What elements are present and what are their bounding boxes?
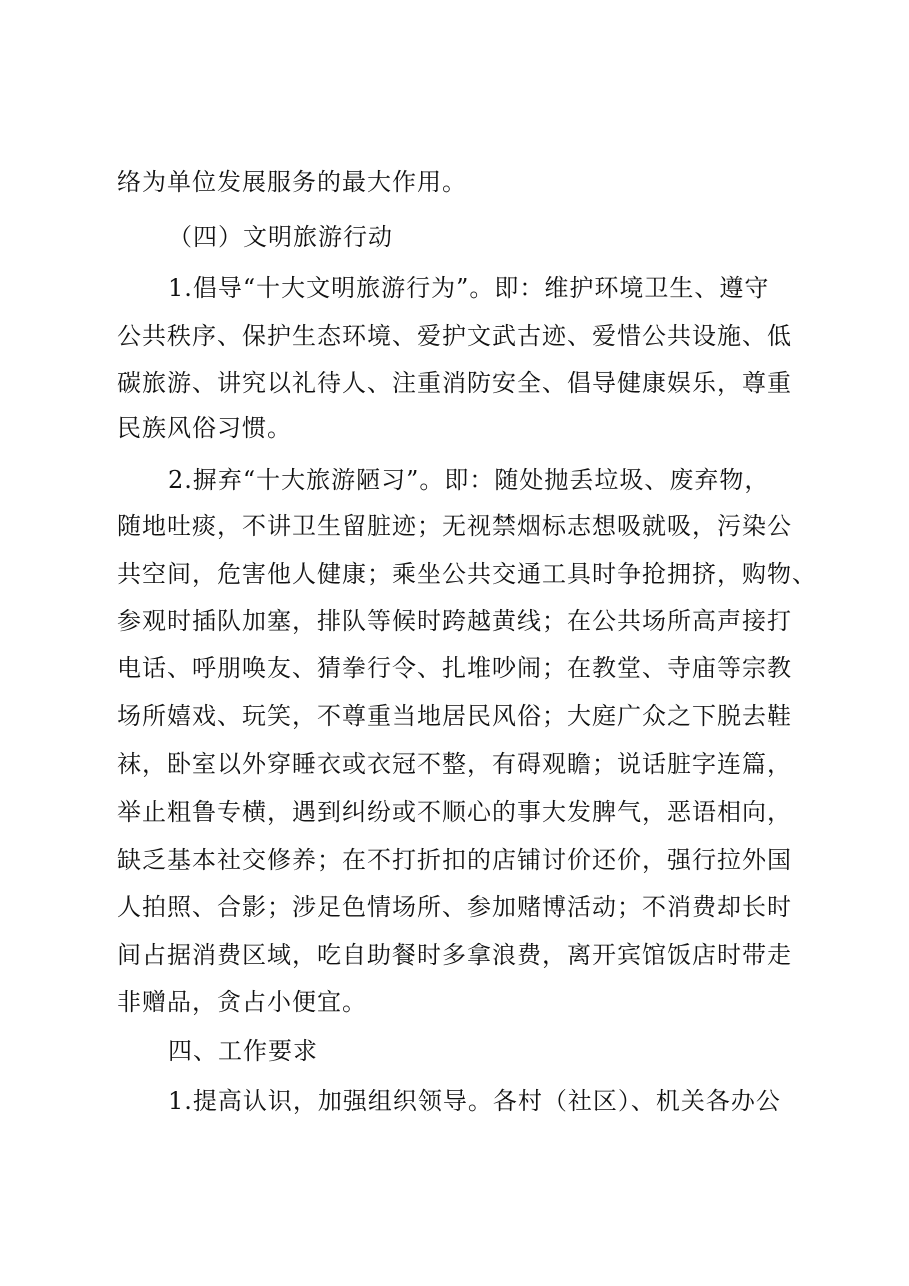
paragraph-line: 公共秩序、保护生态环境、爱护文武古迹、爱惜公共设施、低 [117,322,792,350]
paragraph-line: 袜，卧室以外穿睡衣或衣冠不整，有碍观瞻；说话脏字连篇， [117,750,792,778]
paragraph-line: 缺乏基本社交修养；在不打折扣的店铺讨价还价，强行拉外国 [117,846,792,874]
paragraph-line: 间占据消费区域，吃自助餐时多拿浪费，离开宾馆饭店时带走 [117,941,792,969]
paragraph-line: 人拍照、合影；涉足色情场所、参加赌博活动；不消费却长时 [117,893,792,921]
paragraph-line: 2.摒弃“十大旅游陋习”。即：随处抛丢垃圾、废弃物， [168,466,770,494]
text-line: 络为单位发展服务的最大作用。 [117,168,467,196]
paragraph-line: 共空间，危害他人健康；乘坐公共交通工具时争抢拥挤，购物、 [117,560,817,588]
paragraph-line: 电话、呼朋唤友、猜拳行令、扎堆吵闹；在教堂、寺庙等宗教 [117,654,792,682]
section-heading: 四、工作要求 [168,1037,318,1065]
paragraph-line: 民族风俗习惯。 [117,414,292,442]
paragraph-line: 碳旅游、讲究以礼待人、注重消防安全、倡导健康娱乐，尊重 [117,369,792,397]
paragraph-line: 随地吐痰，不讲卫生留脏迹；无视禁烟标志想吸就吸，污染公 [117,512,792,540]
paragraph-line: 1.提高认识，加强组织领导。各村（社区）、机关各办公 [168,1087,781,1115]
paragraph-line: 举止粗鲁专横，遇到纠纷或不顺心的事大发脾气，恶语相向， [117,798,792,826]
paragraph-line: 场所嬉戏、玩笑，不尊重当地居民风俗；大庭广众之下脱去鞋 [117,702,792,730]
paragraph-line: 参观时插队加塞，排队等候时跨越黄线；在公共场所高声接打 [117,607,792,635]
section-heading: （四）文明旅游行动 [168,223,393,251]
paragraph-line: 非赠品，贪占小便宜。 [117,988,367,1016]
paragraph-line: 1.倡导“十大文明旅游行为”。即：维护环境卫生、遵守 [168,274,770,302]
